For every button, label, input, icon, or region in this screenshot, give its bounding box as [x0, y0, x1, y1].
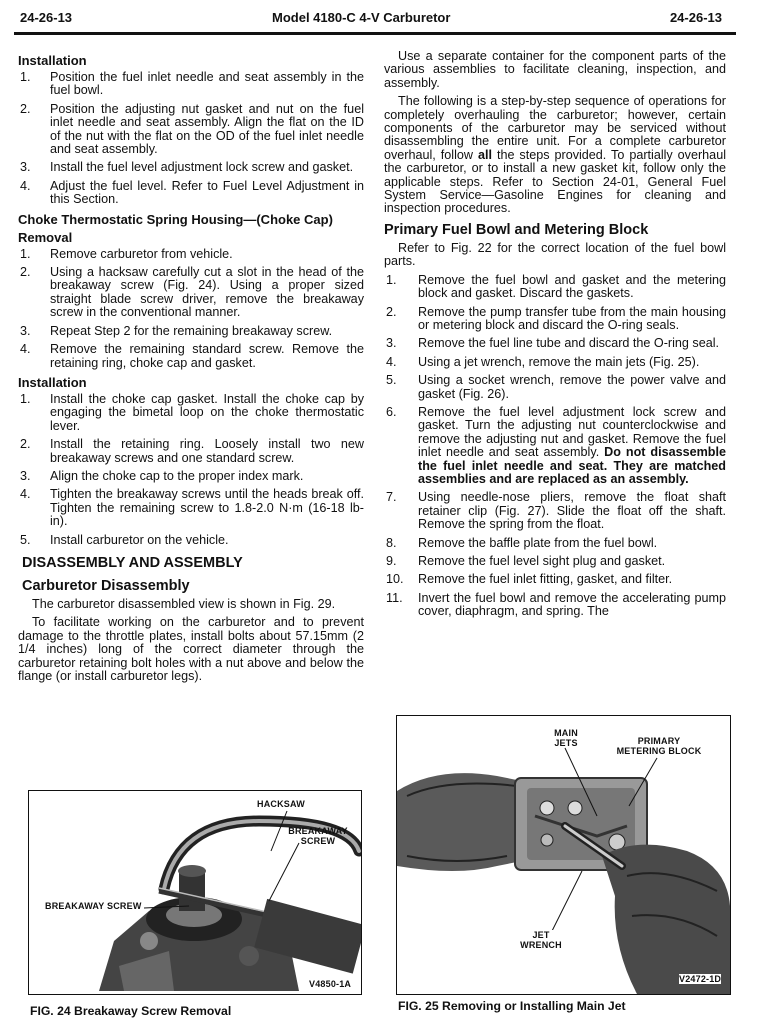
removal-list	[18, 248, 364, 370]
figure-24-caption: FIG. 24 Breakaway Screw Removal	[30, 1004, 232, 1018]
installation-list	[18, 71, 364, 207]
breakaway-screw-label: BREAKAWAY SCREW	[288, 826, 348, 846]
hacksaw-carburetor-illustration	[29, 791, 361, 994]
list-item: 3. Install the fuel level adjustment lock screw and gasket.	[20, 160, 354, 175]
paragraph: Refer to Fig. 22 for the correct location of the fuel bowl parts.	[384, 240, 726, 269]
main-jet-illustration	[397, 716, 730, 994]
primary-metering-block-label: PRIMARY METERING BLOCK	[616, 736, 702, 756]
breakaway-screw-left-label: BREAKAWAY SCREW	[45, 901, 142, 911]
list-item: 1. Position the fuel inlet needle and seat assembly in the fuel bowl.	[20, 70, 364, 98]
hacksaw-label: HACKSAW	[257, 799, 305, 809]
section-number-left: 24-26-13	[20, 10, 73, 25]
list-item: 11. Invert the fuel bowl and remove the accelerating pump cover, diaphragm, and spring. The	[386, 590, 726, 619]
list-item: 5. Install carburetor on the vehicle.	[20, 532, 229, 547]
list-item: 9. Remove the fuel level sight plug and gasket.	[386, 554, 666, 568]
figure-24	[28, 790, 362, 995]
header-rule	[14, 32, 736, 35]
list-item: 5. Using a socket wrench, remove the power valve and gasket (Fig. 26).	[386, 373, 726, 401]
paragraph: The carburetor disassembled view is shown in Fig. 29.	[32, 596, 336, 611]
list-item: 1. Remove carburetor from vehicle.	[20, 246, 233, 261]
left-column	[18, 50, 364, 688]
choke-installation-list	[18, 393, 364, 547]
page-header	[0, 6, 764, 36]
list-item: 8. Remove the baffle plate from the fuel bowl.	[386, 535, 658, 550]
figure-code: V2472-1D	[679, 974, 722, 984]
figure-25-caption: FIG. 25 Removing or Installing Main Jet	[398, 999, 626, 1013]
choke-installation-heading: Installation	[18, 374, 87, 390]
list-item: 1. Install the choke cap gasket. Install the choke cap by engaging the bimetal loop on the choke thermostatic lever.	[20, 391, 364, 433]
paragraph: The following is a step-by-step sequence of operations for completely overhauling the carburetor; however, certain components of the carburetor may be serviced without disassembling the entire unit. For a complete carburetor overhaul, follow all the steps provided. To partially overhaul the carburetor, or to install a new gasket kit, follow only the applicable steps. Refer to Section 24-01, General Fuel System Service—Gasoline Engines for cleaning and inspection procedures.	[384, 94, 726, 216]
list-item: 3. Align the choke cap to the proper index mark.	[20, 468, 304, 483]
page-title: Model 4180-C 4-V Carburetor	[272, 10, 451, 25]
figure-code: V4850-1A	[309, 979, 352, 989]
list-item: 2. Position the adjusting nut gasket and nut on the fuel inlet needle and seat assembly. Align the flat on the ID of the nut with the flat on the OD of the fuel inlet needle and seat assembly.	[20, 101, 364, 157]
list-item: 4. Remove the remaining standard screw. Remove the retaining ring, choke cap and gasket.	[20, 342, 364, 370]
list-item: 3. Repeat Step 2 for the remaining breakaway screw.	[20, 323, 333, 338]
list-item: 4. Tighten the breakaway screws until the heads break off. Tighten the remaining screw to 1.8-2.0 N·m (16-18 lb-in).	[20, 487, 364, 529]
disassembly-heading: DISASSEMBLY AND ASSEMBLY	[22, 554, 243, 571]
list-item: 4. Using a jet wrench, remove the main jets (Fig. 25).	[386, 354, 700, 369]
list-item: 2. Install the retaining ring. Loosely install two new breakaway screws and one standard screw.	[20, 437, 364, 465]
list-item: 6. Remove the fuel level adjustment lock screw and gasket. Turn the adjusting nut counterclockwise and remove the adjusting nut and gasket. Remove the fuel inlet needle and seat assembly. Do not disassemble the fuel inlet needle and seat. They are matched assemblies and are replaced as an assembly.	[386, 404, 726, 486]
choke-heading: Choke Thermostatic Spring Housing—(Choke Cap)	[18, 211, 333, 227]
list-item: 7. Using needle-nose pliers, remove the float shaft retainer clip (Fig. 27). Slide the float off the shaft. Remove the spring from the float.	[386, 490, 726, 532]
paragraph: Use a separate container for the component parts of the various assemblies to facilitate cleaning, inspection, and assembly.	[384, 49, 726, 90]
figure-25	[396, 715, 731, 995]
list-item: 4. Adjust the fuel level. Refer to Fuel Level Adjustment in this Section.	[20, 178, 364, 207]
carburetor-disassembly-heading: Carburetor Disassembly	[22, 577, 190, 594]
removal-heading: Removal	[18, 229, 73, 245]
list-item: 1. Remove the fuel bowl and gasket and the metering block and gasket. Discard the gaskets.	[386, 272, 726, 301]
list-item: 2. Remove the pump transfer tube from the main housing or metering block and discard the O-ring seals.	[386, 304, 726, 332]
primary-fuel-bowl-heading: Primary Fuel Bowl and Metering Block	[384, 221, 649, 238]
list-item: 2. Using a hacksaw carefully cut a slot in the head of the breakaway screw (Fig. 24). Using a proper sized straight blade screw driver, remove the breakaway screw in the conventional manner.	[20, 265, 364, 320]
section-number-right: 24-26-13	[669, 10, 722, 25]
right-column	[384, 50, 726, 624]
paragraph: To facilitate working on the carburetor and to prevent damage to the throttle plates, install bolts about 57.15mm (2 1/4 inches) long of the correct diameter through the carburetor retaining bolt holes with a nut above and below the flange (or install carburetor legs).	[18, 615, 364, 683]
primary-steps-list	[384, 274, 726, 619]
list-item: 3. Remove the fuel line tube and discard the O-ring seal.	[386, 336, 720, 351]
list-item: 10. Remove the fuel inlet fitting, gasket, and filter.	[386, 572, 673, 587]
jet-wrench-label: JET WRENCH	[520, 930, 562, 950]
installation-heading: Installation	[18, 53, 87, 68]
main-jets-label: MAIN JETS	[554, 728, 578, 748]
